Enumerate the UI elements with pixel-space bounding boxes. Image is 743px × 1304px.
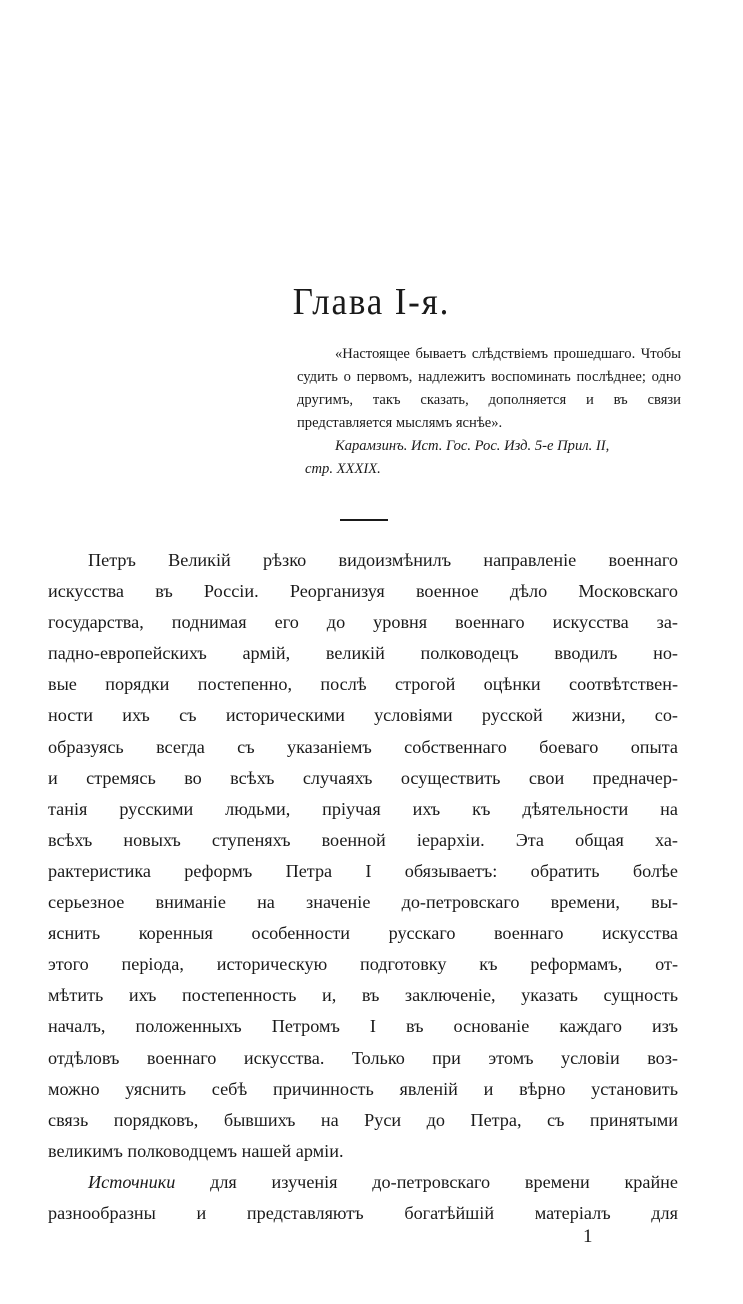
text-line: рактеристика реформъ Петра I обязываетъ: обратить болѣе (48, 860, 678, 881)
text-line: серьезное вниманіе на значеніе до-петровскаго времени, вы- (48, 892, 678, 913)
paragraph2-line1-rest: для изученія до-петровскаго времени крайне (175, 1171, 678, 1192)
epigraph (297, 343, 681, 481)
epigraph-source-page: стр. XXXIX. (305, 461, 381, 477)
text-line: яснить коренныя особенности русскаго военнаго искусства (48, 923, 678, 944)
text-line: великимъ полководцемъ нашей арміи. (48, 1140, 344, 1161)
page-number: 1 (583, 1226, 593, 1247)
text-line: можно уяснить себѣ причинность явленій и вѣрно установить (48, 1078, 678, 1099)
text-line: искусства въ Россіи. Реорганизуя военное дѣло Московскаго (48, 581, 678, 602)
text-line: мѣтить ихъ постепенность и, въ заключеніе, указать сущность (48, 985, 678, 1006)
text-line: отдѣловъ военнаго искусства. Только при этомъ условіи воз- (48, 1047, 678, 1068)
text-line: Петръ Великій рѣзко видоизмѣнилъ направленіе военнаго (88, 550, 678, 570)
paragraph2-line1 (48, 1167, 678, 1198)
epigraph-source: Карамзинъ. Ист. Гос. Рос. Изд. 5-е Прил. II, (335, 438, 610, 454)
text-line: и стремясь во всѣхъ случаяхъ осуществить свои предначер- (48, 767, 678, 788)
italic-term: Источники (88, 1171, 176, 1192)
text-line: вые порядки постепенно, послѣ строгой оцѣнки соотвѣтствен- (48, 674, 678, 695)
text-line: танія русскими людьми, пріучая ихъ къ дѣятельности на (48, 798, 678, 819)
text-line: государства, поднимая его до уровня военнаго искусства за- (48, 612, 678, 633)
text-line: образуясь всегда съ указаніемъ собственнаго боеваго опыта (48, 736, 678, 757)
chapter-title: Глава I-я. (292, 281, 451, 323)
paragraph2-line2: разнообразны и представляютъ богатѣйшій матеріалъ для (48, 1202, 678, 1223)
text-line: этого періода, историческую подготовку къ реформамъ, от- (48, 954, 678, 975)
text-line: падно-европейскихъ армій, великій полководецъ вводилъ но- (48, 643, 678, 664)
body-text (48, 545, 678, 1229)
text-line: всѣхъ новыхъ ступеняхъ военной іерархіи. Эта общая ха- (48, 829, 678, 850)
text-line: ности ихъ съ историческими условіями русской жизни, со- (48, 705, 678, 726)
epigraph-quote: «Настоящее бываетъ слѣдствіемъ прошедшаго. Чтобы судить о первомъ, надлежитъ воспоминать послѣднее; одно другимъ, такъ сказать, дополняется и въ связи представляется мыслямъ яснѣе». (297, 346, 681, 431)
text-line: связь порядковъ, бывшихъ на Руси до Петра, съ принятыми (48, 1109, 678, 1130)
text-line: началъ, положенныхъ Петромъ I въ основаніе каждаго изъ (48, 1016, 678, 1037)
section-divider (340, 519, 388, 521)
